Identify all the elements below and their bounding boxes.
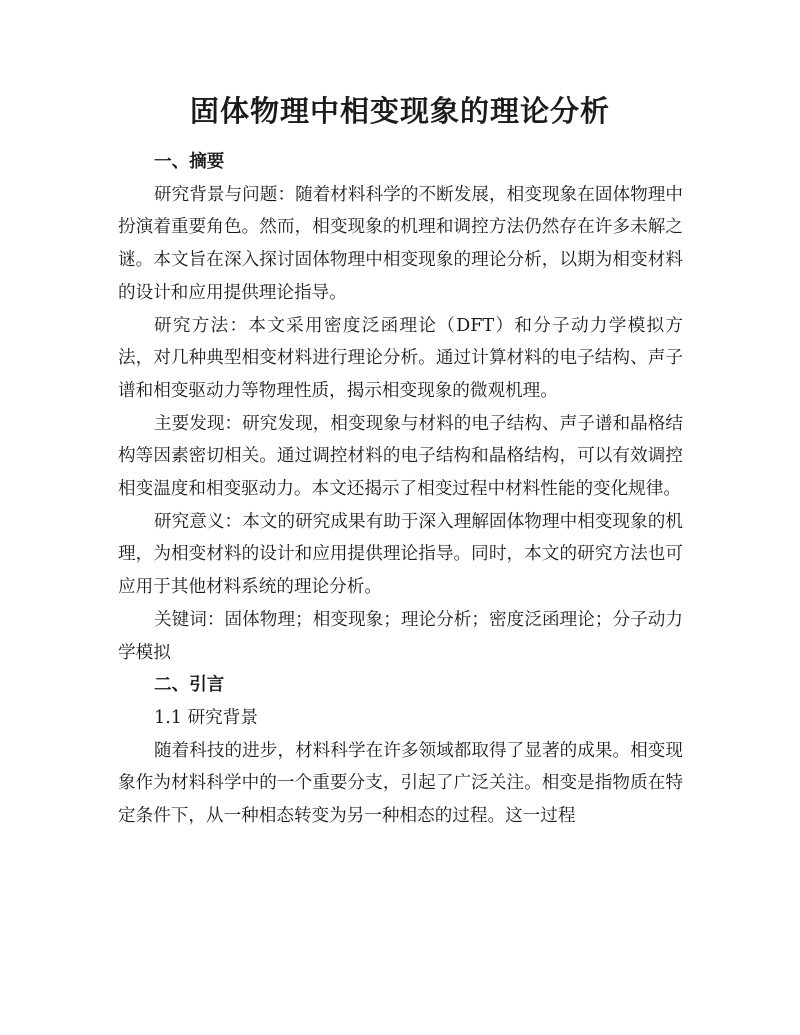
abstract-methods-paragraph: 研究方法：本文采用密度泛函理论（DFT）和分子动力学模拟方法，对几种典型相变材料进行理论分析。通过计算材料的电子结构、声子谱和相变驱动力等物理性质，揭示相变现象的微观机理。: [118, 315, 683, 401]
page-title: 固体物理中相变现象的理论分析: [189, 94, 610, 128]
subsection-heading: 1.1 研究背景: [154, 707, 258, 728]
document-body: [118, 146, 683, 833]
abstract-background-paragraph: 研究背景与问题：随着材料科学的不断发展，相变现象在固体物理中扮演着重要角色。然而，相变现象的机理和调控方法仍然存在许多未解之谜。本文旨在深入探讨固体物理中相变现象的理论分析，以期为相变材料的设计和应用提供理论指导。: [118, 184, 683, 303]
intro-paragraph: 随着科技的进步，材料科学在许多领域都取得了显著的成果。相变现象作为材料科学中的一个重要分支，引起了广泛关注。相变是指物质在特定条件下，从一种相态转变为另一种相态的过程。这一过程: [118, 740, 683, 827]
abstract-findings-paragraph: 主要发现：研究发现，相变现象与材料的电子结构、声子谱和晶格结构等因素密切相关。通过调控材料的电子结构和晶格结构，可以有效调控相变温度和相变驱动力。本文还揭示了相变过程中材料性能的变化规律。: [118, 413, 683, 500]
keywords-paragraph: 关键词：固体物理；相变现象；理论分析；密度泛函理论；分子动力学模拟: [118, 609, 683, 663]
abstract-significance-paragraph: 研究意义：本文的研究成果有助于深入理解固体物理中相变现象的机理，为相变材料的设计和应用提供理论指导。同时，本文的研究方法也可应用于其他材料系统的理论分析。: [118, 511, 683, 598]
intro-heading: 二、引言: [154, 675, 225, 696]
abstract-heading: 一、摘要: [154, 152, 225, 172]
